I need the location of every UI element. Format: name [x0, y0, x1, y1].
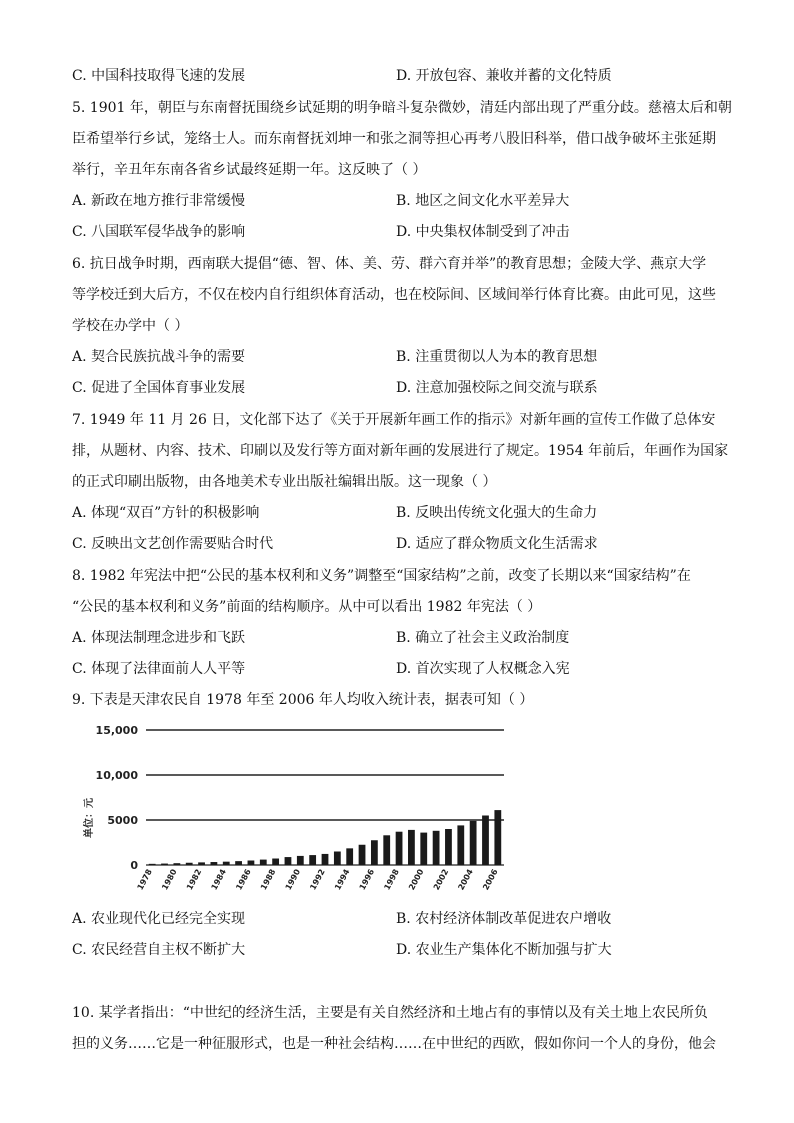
q4-option-d: D. 开放包容、兼收并蓄的文化特质 [396, 68, 612, 84]
q7-option-b: B. 反映出传统文化强大的生命力 [396, 505, 598, 521]
q6-stem-line-1: 6. 抗日战争时期，西南联大提倡“德、智、体、美、劳、群六育并举”的教育思想；金陵大学、燕京大学 [72, 256, 707, 272]
q5-option-c: C. 八国联军侵华战争的影响 [72, 224, 246, 240]
q7-stem-line-1: 7. 1949 年 11 月 26 日，文化部下达了《关于开展新年画工作的指示》对新年画的宣传工作做了总体安 [72, 412, 716, 428]
q7-option-a: A. 体现“双百”方针的积极影响 [72, 505, 260, 521]
bar-1993 [334, 852, 341, 866]
q5-option-b: B. 地区之间文化水平差异大 [396, 193, 570, 209]
q6-option-b: B. 注重贯彻以人为本的教育思想 [396, 349, 598, 365]
bar-1992 [322, 854, 329, 865]
bar-1980 [173, 863, 180, 865]
bar-1978 [149, 864, 156, 865]
bar-1994 [346, 848, 353, 865]
q6-option-c: C. 促进了全国体育事业发展 [72, 380, 246, 396]
q6-stem-line-3: 学校在办学中（ ） [72, 318, 189, 334]
q4-option-c: C. 中国科技取得飞速的发展 [72, 68, 246, 84]
bar-1989 [285, 857, 292, 865]
bar-1998 [396, 832, 403, 865]
x-tick-label: 1990 [283, 867, 303, 892]
q5-stem-line-1: 5. 1901 年，朝臣与东南督抚围绕乡试延期的明争暗斗复杂微妙，清廷内部出现了严重分歧。慈禧太后和朝 [72, 100, 732, 116]
bar-1995 [359, 845, 366, 865]
bar-2006 [494, 810, 501, 865]
bar-1999 [408, 830, 415, 865]
bar-2003 [457, 825, 464, 865]
q9-option-a: A. 农业现代化已经完全实现 [72, 911, 246, 927]
q7-stem-line-2: 排，从题材、内容、技术、印刷以及发行等方面对新年画的发展进行了规定。1954 年前后，年画作为国家 [72, 443, 729, 459]
bar-2001 [433, 831, 440, 865]
q9-option-b: B. 农村经济体制改革促进农户增收 [396, 911, 612, 927]
y-tick-label: 0 [130, 859, 138, 872]
x-tick-label: 1988 [258, 867, 278, 892]
q10-stem-line-2: 担的义务……它是一种征服形式，也是一种社会结构……在中世纪的西欧，假如你问一个人的身份，他会 [72, 1036, 716, 1052]
q10-stem-line-1: 10. 某学者指出：“中世纪的经济生活，主要是有关自然经济和土地占有的事情以及有关土地上农民所负 [72, 1005, 708, 1021]
q9-stem-line-1: 9. 下表是天津农民自 1978 年至 2006 年人均收入统计表，据表可知（ ） [72, 692, 534, 708]
y-tick-label: 15,000 [95, 724, 138, 737]
bar-1990 [297, 856, 304, 865]
q9-option-d: D. 农业生产集体化不断加强与扩大 [396, 942, 612, 958]
q8-option-d: D. 首次实现了人权概念入宪 [396, 661, 570, 677]
bar-1979 [161, 864, 168, 865]
q7-option-c: C. 反映出文艺创作需要贴合时代 [72, 536, 274, 552]
bar-1997 [383, 835, 390, 865]
bar-2005 [482, 816, 489, 866]
y-axis-label: 单位：元 [84, 798, 95, 838]
bar-2000 [420, 833, 427, 865]
bar-1996 [371, 840, 378, 865]
income-bar-chart-svg [72, 718, 532, 898]
q7-stem-line-3: 的正式印刷出版物，由各地美术专业出版社编辑出版。这一现象（ ） [72, 474, 497, 490]
bar-1983 [211, 862, 218, 865]
bar-1985 [235, 861, 242, 865]
income-bar-chart [72, 718, 532, 898]
x-tick-label: 1992 [308, 867, 327, 892]
x-tick-label: 1982 [184, 867, 204, 892]
q9-option-c: C. 农民经营自主权不断扩大 [72, 942, 246, 958]
q8-option-b: B. 确立了社会主义政治制度 [396, 630, 570, 646]
q8-option-c: C. 体现了法律面前人人平等 [72, 661, 246, 677]
bar-1987 [260, 860, 267, 865]
q6-option-a: A. 契合民族抗战斗争的需要 [72, 349, 246, 365]
x-tick-label: 2006 [481, 867, 500, 892]
bar-1981 [186, 863, 193, 865]
x-tick-label: 2002 [431, 867, 451, 892]
x-tick-label: 1998 [382, 867, 401, 892]
bar-2002 [445, 829, 452, 865]
bar-1986 [248, 861, 255, 866]
bar-1991 [309, 855, 316, 865]
x-tick-label: 1978 [135, 867, 154, 892]
bar-2004 [470, 821, 477, 865]
q6-stem-line-2: 等学校迁到大后方，不仅在校内自行组织体育活动，也在校际间、区域间举行体育比赛。由此可见，这些 [72, 287, 716, 303]
q5-option-a: A. 新政在地方推行非常缓慢 [72, 193, 246, 209]
q8-stem-line-1: 8. 1982 年宪法中把“公民的基本权利和义务”调整至“国家结构”之前，改变了长期以来“国家结构”在 [72, 568, 691, 584]
x-tick-label: 2004 [456, 867, 475, 892]
x-tick-label: 1980 [160, 867, 179, 892]
q5-option-d: D. 中央集权体制受到了冲击 [396, 224, 570, 240]
q6-option-d: D. 注意加强校际之间交流与联系 [396, 380, 598, 396]
x-tick-label: 1996 [357, 867, 377, 892]
x-tick-label: 2000 [407, 867, 426, 892]
x-tick-label: 1984 [209, 867, 229, 892]
x-tick-label: 1994 [333, 867, 352, 892]
q5-stem-line-2: 臣希望举行乡试，笼络士人。而东南督抚刘坤一和张之洞等担心再考八股旧科举，借口战争破坏主张延期 [72, 131, 716, 147]
q8-option-a: A. 体现法制理念进步和飞跃 [72, 630, 246, 646]
x-tick-label: 1986 [234, 867, 253, 892]
bar-1982 [198, 862, 205, 865]
bar-1984 [223, 862, 230, 865]
y-tick-label: 5000 [107, 814, 138, 827]
y-tick-label: 10,000 [95, 769, 138, 782]
q7-option-d: D. 适应了群众物质文化生活需求 [396, 536, 598, 552]
q5-stem-line-3: 举行，辛丑年东南各省乡试最终延期一年。这反映了（ ） [72, 162, 427, 178]
bar-1988 [272, 859, 279, 865]
q8-stem-line-2: “公民的基本权利和义务”前面的结构顺序。从中可以看出 1982 年宪法（ ） [72, 599, 542, 615]
